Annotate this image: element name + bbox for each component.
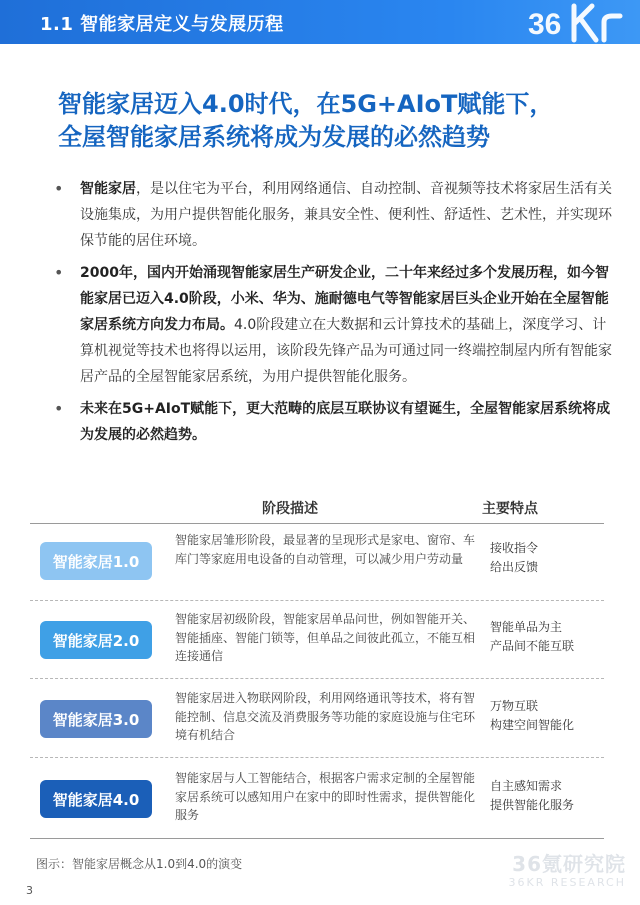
headline <box>58 88 618 154</box>
bullet-lead: 未来在5G+AIoT赋能下，更大范畴的底层互联协议有望诞生，全屋智能家居系统将成为发展的必然趋势。 <box>80 401 611 443</box>
figure-caption: 图示：智能家居概念从1.0到4.0的演变 <box>36 857 243 871</box>
table-row-stage-2 <box>30 610 604 670</box>
table-row-stage-3 <box>30 689 604 749</box>
row-divider <box>30 757 604 758</box>
row-divider <box>30 600 604 601</box>
bullet-text: 4.0阶段建立在大数据和云计算技术的基础上，深度学习、计算机视觉等技术也将得以运用，该阶段先锋产品为可通过同一终端控制屋内所有智能家居产品的全屋智能家居系统，为用户提供智能化服务。 <box>80 317 612 385</box>
svg-text:36: 36 <box>528 8 562 41</box>
feature-line: 万物互联 <box>490 699 539 713</box>
column-header-description: 阶段描述 <box>262 501 318 517</box>
feature-line: 智能单品为主 <box>490 620 563 634</box>
stage-features <box>490 539 600 577</box>
bullet-dot-icon: • <box>54 179 64 198</box>
stage-badge: 智能家居4.0 <box>40 780 152 818</box>
stage-features <box>490 618 600 656</box>
stage-description: 智能家居与人工智能结合，根据客户需求定制的全屋智能家居系统可以感知用户在家中的即时性需求，提供智能化服务 <box>175 771 476 822</box>
bullet-list <box>52 176 612 454</box>
feature-line: 自主感知需求 <box>490 779 563 793</box>
stage-badge: 智能家居1.0 <box>40 542 152 580</box>
bullet-item-history <box>52 260 612 390</box>
stage-features <box>490 777 600 815</box>
feature-line: 产品间不能互联 <box>490 639 575 653</box>
stage-features <box>490 697 600 735</box>
bullet-item-future <box>52 396 612 448</box>
row-divider <box>30 678 604 679</box>
headline-line-1: 智能家居迈入4.0时代，在5G+AIoT赋能下， <box>58 90 554 118</box>
stage-description: 智能家居雏形阶段，最显著的呈现形式是家电、窗帘、车库门等家庭用电设备的自动管理，可以减少用户劳动量 <box>175 533 476 566</box>
watermark-cn: 36氪研究院 <box>512 852 626 876</box>
table-top-rule <box>30 523 604 524</box>
feature-line: 给出反馈 <box>490 560 539 574</box>
feature-line: 接收指令 <box>490 541 539 555</box>
bullet-item-definition <box>52 176 612 254</box>
feature-line: 提供智能化服务 <box>490 798 575 812</box>
bullet-dot-icon: • <box>54 263 64 282</box>
bullet-lead: 智能家居 <box>80 181 136 197</box>
section-title: 1.1 智能家居定义与发展历程 <box>40 14 284 35</box>
table-bottom-rule <box>30 838 604 839</box>
page-header <box>0 0 640 44</box>
headline-line-2: 全屋智能家居系统将成为发展的必然趋势 <box>58 123 490 151</box>
bullet-lead: 2000年，国内开始涌现智能家居生产研发企业，二十年来经过多个发展历程，如今智能家居已迈入4.0阶段，小米、华为、施耐德电气等智能家居巨头企业开始在全屋智能家居系统方向发力布局。 <box>80 265 609 333</box>
bullet-dot-icon: • <box>54 399 64 418</box>
column-header-features: 主要特点 <box>482 501 538 517</box>
36kr-logo-icon <box>524 0 634 44</box>
table-row-stage-4 <box>30 769 604 829</box>
stage-description: 智能家居进入物联网阶段，利用网络通讯等技术，将有智能控制、信息交流及消费服务等功能的家庭设施与住宅环境有机结合 <box>175 691 476 742</box>
stage-badge: 智能家居2.0 <box>40 621 152 659</box>
feature-line: 构建空间智能化 <box>490 718 575 732</box>
page-number: 3 <box>26 884 33 897</box>
table-row-stage-1 <box>30 531 604 591</box>
stage-badge: 智能家居3.0 <box>40 700 152 738</box>
watermark-en: 36KR RESEARCH <box>508 876 626 889</box>
stage-description: 智能家居初级阶段，智能家居单品问世，例如智能开关、智能插座、智能门锁等，但单品之间彼此孤立，不能互相连接通信 <box>175 612 476 663</box>
bullet-text: ，是以住宅为平台，利用网络通信、自动控制、音视频等技术将家居生活有关设施集成，为用户提供智能化服务，兼具安全性、便利性、舒适性、艺术性，并实现环保节能的居住环境。 <box>80 181 612 249</box>
